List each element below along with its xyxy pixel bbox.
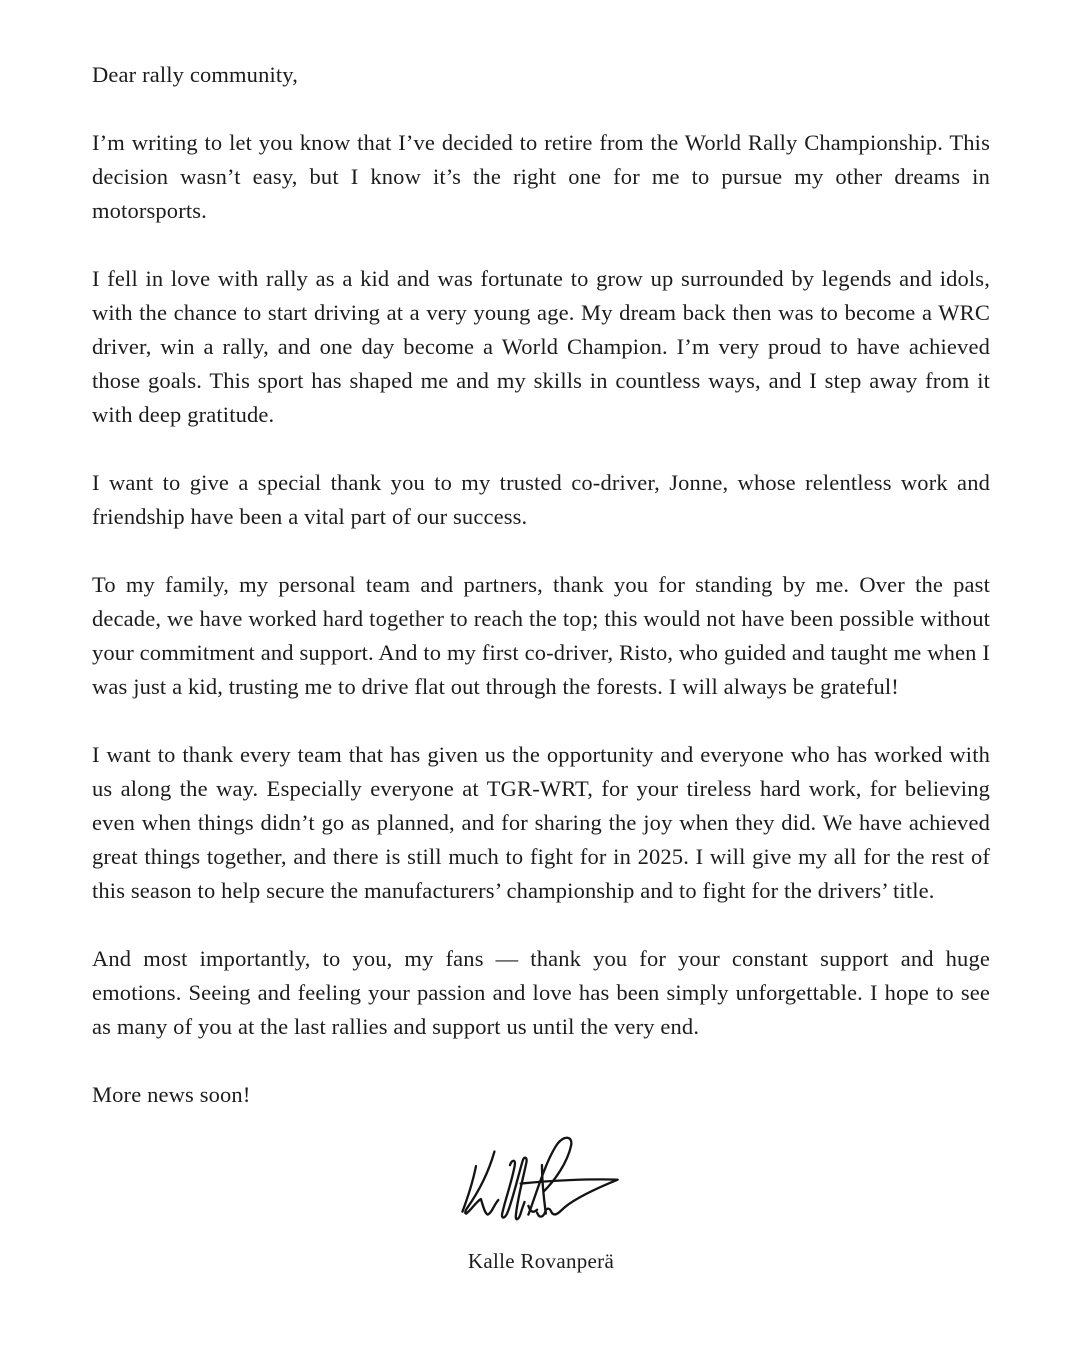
letter-paragraph-4: To my family, my personal team and partners, thank you for standing by me. Over the past decade, we have worked hard together to reach the top; this would not have been possible without your commitment and support. And to my first co-driver, Risto, who guided and taught me when I was just a kid, trusting me to drive flat out through the forests. I will always be grateful! <box>92 572 990 699</box>
letter-paragraph-6: And most importantly, to you, my fans — thank you for your constant support and huge emotions. Seeing and feeling your passion and love has been simply unforgettable. I hope to see as many of you at the last rallies and support us until the very end. <box>92 946 990 1039</box>
letter-paragraph-1: I’m writing to let you know that I’ve decided to retire from the World Rally Championship. This decision wasn’t easy, but I know it’s the right one for me to pursue my other dreams in motorsports. <box>92 130 990 223</box>
signature-block <box>92 1136 990 1274</box>
letter-paragraph-2: I fell in love with rally as a kid and was fortunate to grow up surrounded by legends and idols, with the chance to start driving at a very young age. My dream back then was to become a WRC driver, win a rally, and one day become a World Champion. I’m very proud to have achieved those goals. This sport has shaped me and my skills in countless ways, and I step away from it with deep gratitude. <box>92 266 990 427</box>
handwritten-signature-image <box>450 1136 632 1233</box>
closing-line: More news soon! <box>92 1082 251 1107</box>
letter-paragraph-5: I want to thank every team that has given us the opportunity and everyone who has worked with us along the way. Especially everyone at TGR-WRT, for your tireless hard work, for believing even when things didn’t go as planned, and for sharing the joy when they did. We have achieved great things together, and there is still much to fight for in 2025. I will give my all for the rest of this season to help secure the manufacturers’ championship and to fight for the drivers’ title. <box>92 742 990 903</box>
signatory-name: Kalle Rovanperä <box>467 1249 615 1273</box>
letter-page <box>92 58 990 1274</box>
salutation: Dear rally community, <box>92 62 299 87</box>
letter-paragraph-3: I want to give a special thank you to my trusted co-driver, Jonne, whose relentless work and friendship have been a vital part of our success. <box>92 470 990 529</box>
